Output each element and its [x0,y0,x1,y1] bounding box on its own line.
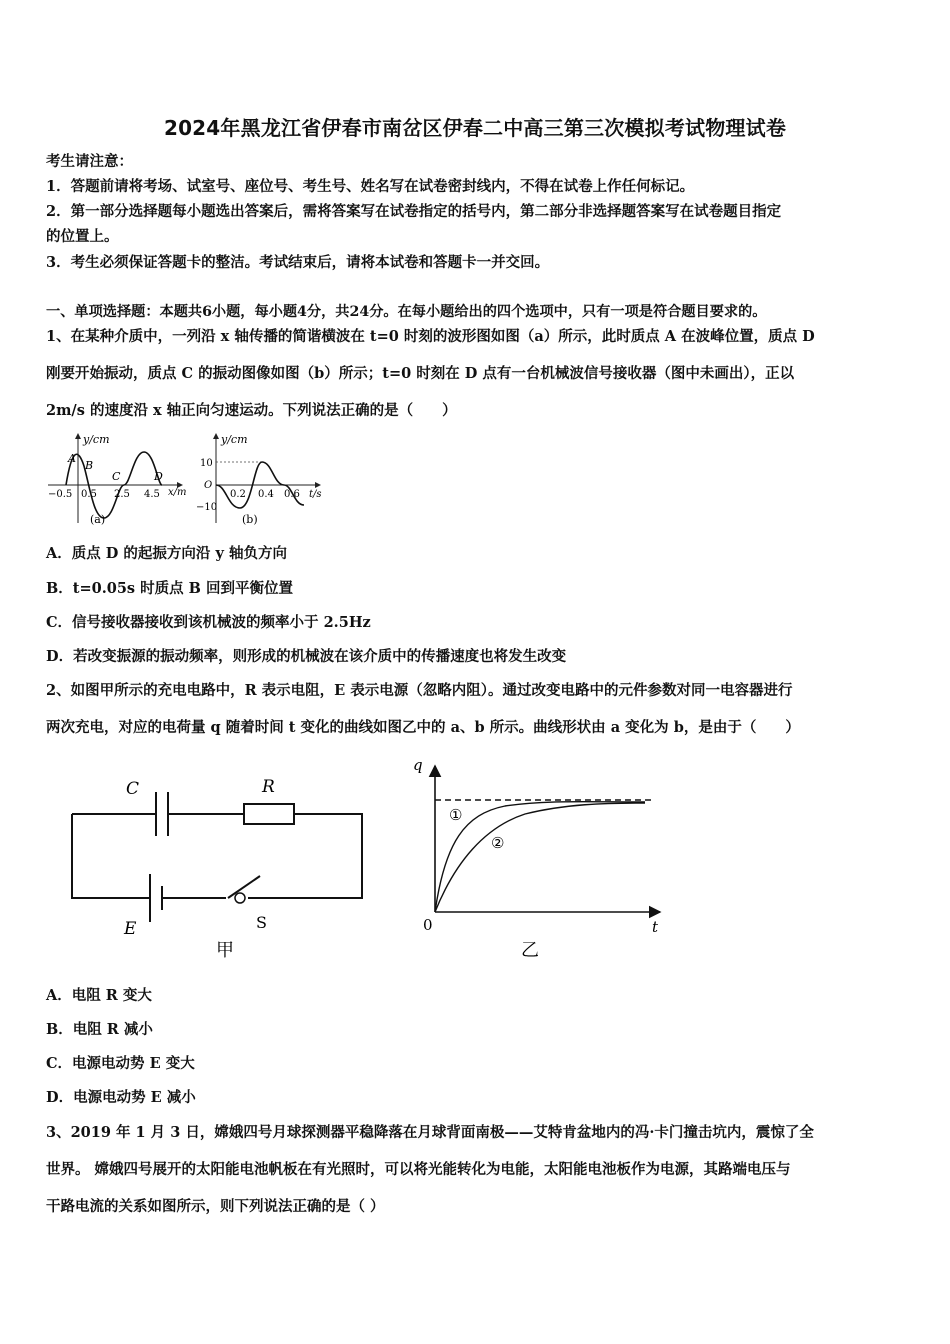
fig-b-ytick-neg10: −10 [196,502,218,513]
fig-a-tick-neg05: −0.5 [48,489,73,500]
fig-b-ylabel: y/cm [221,433,248,446]
fig-a-tick-45: 4.5 [144,489,160,500]
q1-option-a: A．质点 D 的起振方向沿 y 轴负方向 [46,545,287,562]
notice-item-2-cont: 的位置上。 [46,228,119,245]
fig-b-xlabel: t/s [309,489,322,500]
fig-a-point-A: A [68,452,76,465]
q2-option-c: C．电源电动势 E 变大 [46,1055,195,1072]
fig-b-xtick-06: 0.6 [284,489,300,500]
notice-item-1: 1．答题前请将考场、试室号、座位号、考生号、姓名写在试卷密封线内，不得在试卷上作任何标记。 [46,178,695,195]
fig-a-tick-25: 2.5 [114,489,130,500]
q2-circuit-diagram [60,770,380,970]
circuit-caption: 甲 [216,940,234,961]
notice-heading: 考生请注意： [46,153,133,170]
fig-b-ytick-10: 10 [200,458,213,469]
q2-option-a: A．电阻 R 变大 [46,987,152,1004]
fig-b-caption: (b) [242,513,258,526]
q2-stem-line-1: 2、如图甲所示的充电电路中，R 表示电阻，E 表示电源（忽略内阻）。通过改变电路中的元件参数对同一电容器进行 [46,682,793,699]
q3-stem-line-3: 干路电流的关系如图所示，则下列说法正确的是（ ） [46,1198,385,1215]
fig-b-origin: O [204,480,213,491]
q1-option-b: B．t=0.05s 时质点 B 回到平衡位置 [46,580,293,597]
q3-stem-line-2: 世界。 嫦娥四号展开的太阳能电池帆板在有光照时，可以将光能转化为电能，太阳能电池板作为电源，其路端电压与 [46,1161,791,1178]
fig-a-tick-05: 0.5 [81,489,97,500]
circuit-label-R: R [262,777,275,797]
graph-ylabel-q: q [413,756,423,774]
graph-caption: 乙 [521,940,539,961]
q1-figure-b [196,428,336,533]
fig-a-caption: (a) [90,513,106,526]
q2-option-b: B．电阻 R 减小 [46,1021,153,1038]
exam-title: 2024年黑龙江省伊春市南岔区伊春二中高三第三次模拟考试物理试卷 [163,116,787,140]
fig-b-xtick-04: 0.4 [258,489,274,500]
q2-option-d: D．电源电动势 E 减小 [46,1089,196,1106]
q1-stem-line-2: 刚要开始振动，质点 C 的振动图像如图（b）所示；t=0 时刻在 D 点有一台机械波信号接收器（图中未画出），正以 [46,365,795,382]
notice-item-2: 2．第一部分选择题每小题选出答案后，需将答案写在试卷指定的括号内，第二部分非选择题答案写在试卷题目指定 [46,203,782,220]
q1-figure-a [44,428,194,533]
section-heading: 一、单项选择题：本题共6小题，每小题4分，共24分。在每小题给出的四个选项中，只有一项是符合题目要求的。 [46,304,767,320]
circuit-label-E: E [124,919,137,939]
fig-a-point-D: D [154,470,163,483]
fig-a-point-B: B [85,459,94,472]
fig-a-ylabel: y/cm [83,433,110,446]
graph-xlabel-t: t [652,918,659,936]
q3-stem-line-1: 3、2019 年 1 月 3 日，嫦娥四号月球探测器平稳降落在月球背面南极——艾特肯盆地内的冯·卡门撞击坑内，震惊了全 [46,1124,814,1141]
fig-a-xlabel: x/m [168,487,187,498]
q1-stem-line-3: 2m/s 的速度沿 x 轴正向匀速运动。下列说法正确的是（ ） [46,402,457,419]
notice-item-3: 3．考生必须保证答题卡的整洁。考试结束后，请将本试卷和答题卡一并交回。 [46,254,550,271]
graph-curve-2-label: ② [491,834,505,852]
q1-stem-line-1: 1、在某种介质中，一列沿 x 轴传播的简谐横波在 t=0 时刻的波形图如图（a）所示，此时质点 A 在波峰位置，质点 D [46,328,815,345]
circuit-label-C: C [126,779,140,799]
graph-origin: 0 [423,916,433,934]
fig-a-point-C: C [112,470,121,483]
q2-stem-line-2: 两次充电，对应的电荷量 q 随着时间 t 变化的曲线如图乙中的 a、b 所示。曲线形状由 a 变化为 b，是由于（ ） [46,719,800,736]
fig-b-xtick-02: 0.2 [230,489,246,500]
q2-charge-graph [405,752,670,964]
graph-curve-1-label: ① [449,806,463,824]
q1-option-d: D．若改变振源的振动频率，则形成的机械波在该介质中的传播速度也将发生改变 [46,648,567,665]
circuit-label-S: S [256,913,267,932]
q1-option-c: C．信号接收器接收到该机械波的频率小于 2.5Hz [46,614,371,631]
